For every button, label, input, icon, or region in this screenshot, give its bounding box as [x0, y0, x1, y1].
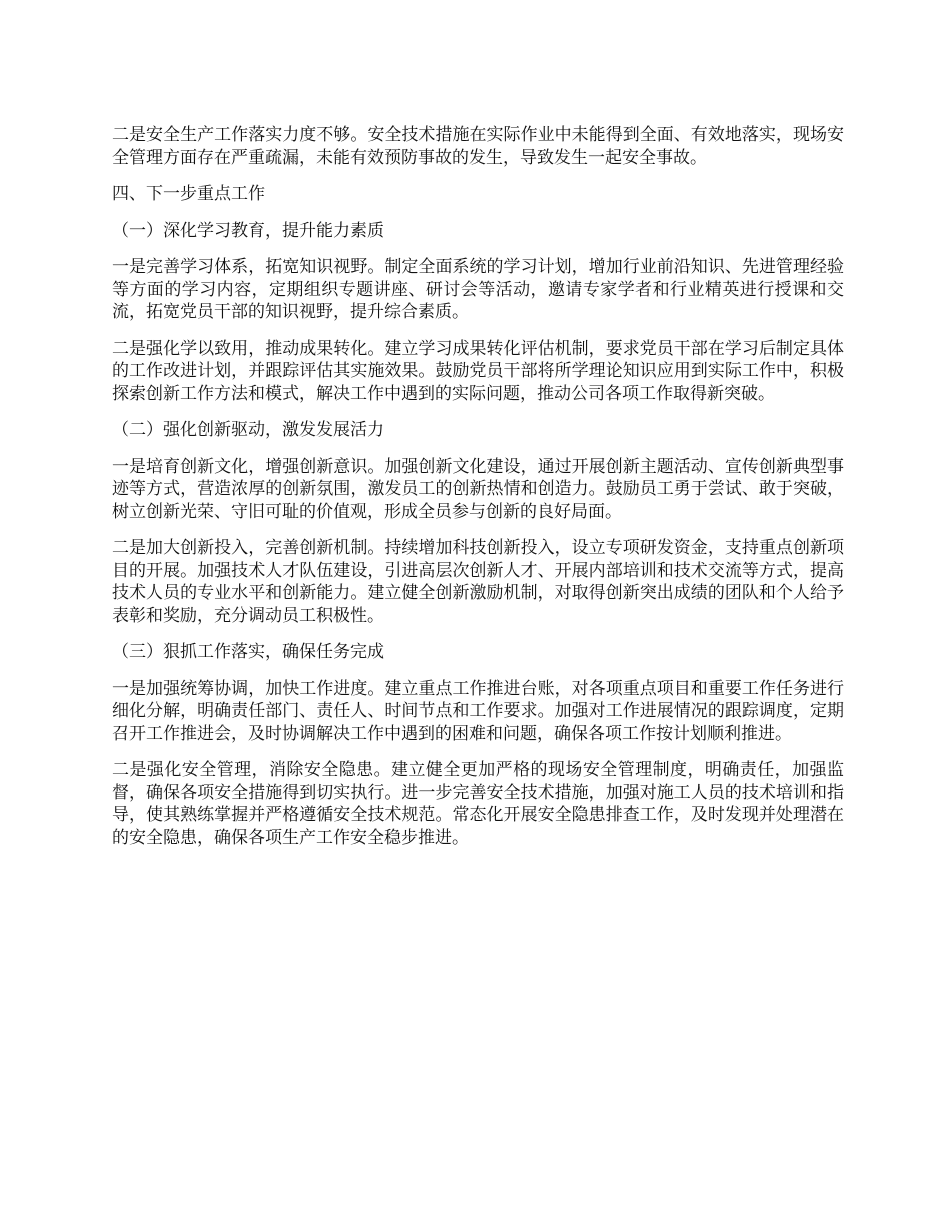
subheading-innovation: （二）强化创新驱动，激发发展活力: [112, 420, 384, 440]
document-body: [112, 124, 844, 863]
paragraph-innovation-culture: 一是培育创新文化，增强创新意识。加强创新文化建设，通过开展创新主题活动、宣传创新典型事迹等方式，营造浓厚的创新氛围，激发员工的创新热情和创造力。鼓励员工勇于尝试、敢于突破，树立创新光荣、守旧可耻的价值观，形成全员参与创新的良好局面。: [112, 456, 844, 522]
paragraph-safety-shortcoming: 二是安全生产工作落实力度不够。安全技术措施在实际作业中未能得到全面、有效地落实，现场安全管理方面存在严重疏漏，未能有效预防事故的发生，导致发生一起安全事故。: [112, 125, 844, 168]
paragraph-learning-system: 一是完善学习体系，拓宽知识视野。制定全面系统的学习计划，增加行业前沿知识、先进管理经验等方面的学习内容，定期组织专题讲座、研讨会等活动，邀请专家学者和行业精英进行授课和交流，拓宽党员干部的知识视野，提升综合素质。: [112, 257, 844, 322]
subheading-learning: （一）深化学习教育，提升能力素质: [112, 220, 384, 241]
paragraph-learning-application: 二是强化学以致用，推动成果转化。建立学习成果转化评估机制，要求党员干部在学习后制定具体的工作改进计划，并跟踪评估其实施效果。鼓励党员干部将所学理论知识应用到实际工作中，积极探索创新工作方法和模式，解决工作中遇到的实际问题，推动公司各项工作取得新突破。: [112, 338, 844, 404]
paragraph-safety-management: 二是强化安全管理，消除安全隐患。建立健全更加严格的现场安全管理制度，明确责任，加强监督，确保各项安全措施得到切实执行。进一步完善安全技术措施，加强对施工人员的技术培训和指导，使其熟练掌握并严格遵循安全技术规范。常态化开展安全隐患排查工作，及时发现并处理潜在的安全隐患，确保各项生产工作安全稳步推进。: [112, 760, 844, 848]
subheading-implementation: （三）狠抓工作落实，确保任务完成: [112, 642, 384, 662]
paragraph-coordination: 一是加强统筹协调，加快工作进度。建立重点工作推进台账，对各项重点项目和重要工作任务进行细化分解，明确责任部门、责任人、时间节点和工作要求。加强对工作进展情况的跟踪调度，定期召开工作推进会，及时协调解决工作中遇到的困难和问题，确保各项工作按计划顺利推进。: [112, 678, 844, 744]
section-heading-next-steps: 四、下一步重点工作: [112, 184, 265, 204]
paragraph-innovation-investment: 二是加大创新投入，完善创新机制。持续增加科技创新投入，设立专项研发资金，支持重点创新项目的开展。加强技术人才队伍建设，引进高层次创新人才、开展内部培训和技术交流等方式，提高技术人员的专业水平和创新能力。建立健全创新激励机制，对取得创新突出成绩的团队和个人给予表彰和奖励，充分调动员工积极性。: [112, 538, 844, 626]
